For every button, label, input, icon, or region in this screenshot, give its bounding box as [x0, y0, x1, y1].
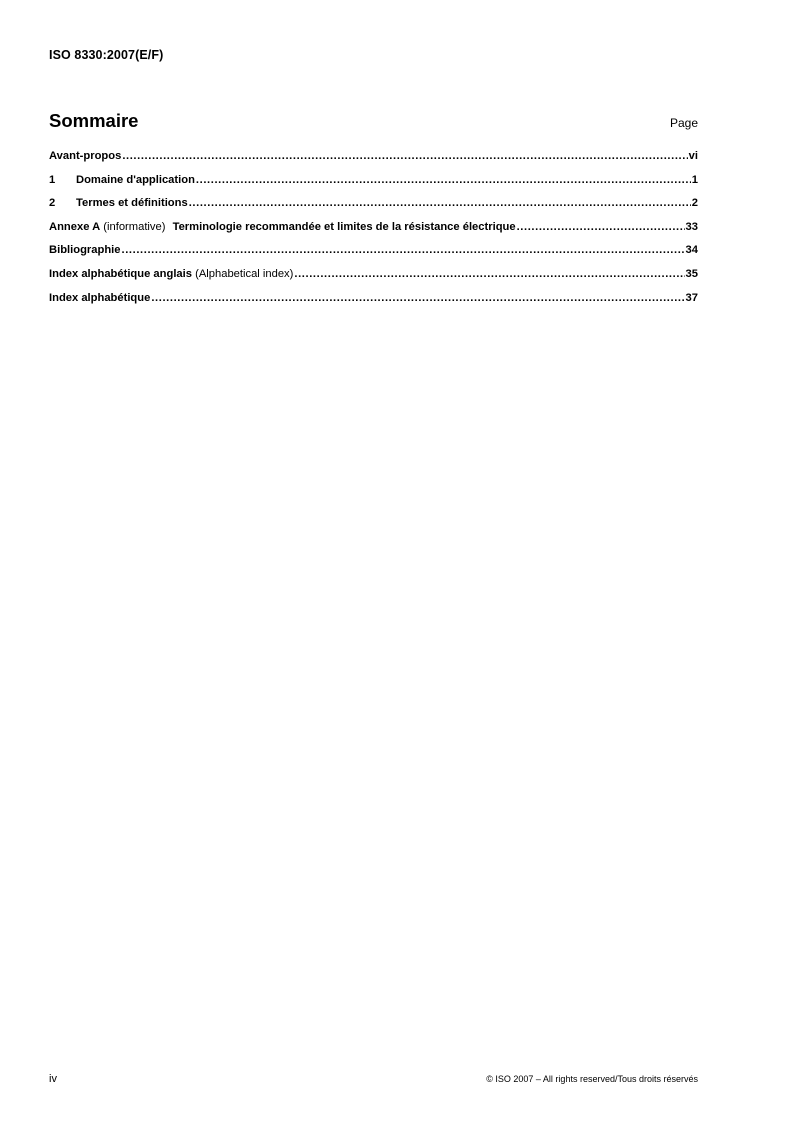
toc-title: Sommaire [49, 110, 139, 131]
toc-entry-page: 1 [691, 173, 698, 186]
toc-entry-number: 1 [49, 173, 56, 186]
toc-entry-label: Index alphabétique anglais (Alphabetical index) [49, 267, 294, 280]
toc-entry-label: Domaine d'application [76, 173, 195, 186]
footer-page-number: iv [49, 1073, 57, 1085]
toc-entry-page: 37 [685, 291, 698, 304]
toc-entry-index-alphabetique[interactable] [49, 292, 698, 316]
toc-entry-label: Index alphabétique [49, 291, 151, 304]
toc-entry-label: Bibliographie [49, 244, 121, 257]
toc-entry-label: Annexe A (informative) Terminologie recommandée et limites de la résistance électrique [49, 220, 516, 233]
toc-leader-dots [294, 268, 684, 280]
toc-entry-domaine[interactable] [49, 174, 698, 198]
toc-leader-dots [121, 244, 684, 256]
document-id: ISO 8330:2007(E/F) [49, 48, 164, 62]
toc-leader-dots [122, 150, 687, 162]
toc-leader-dots [517, 221, 685, 233]
toc-entry-label: Avant-propos [49, 150, 122, 162]
toc-entry-page: vi [688, 150, 698, 162]
toc-entry-page: 33 [685, 220, 698, 233]
toc-entry-avant-propos[interactable] [49, 150, 698, 174]
toc-leader-dots [196, 174, 691, 186]
toc-header [49, 110, 698, 136]
toc-entry-index-anglais[interactable] [49, 268, 698, 292]
toc-entry-bibliographie[interactable] [49, 244, 698, 268]
toc-entry-page: 35 [685, 267, 698, 280]
toc-leader-dots [189, 197, 691, 209]
toc-page-column-label: Page [669, 116, 698, 130]
toc-leader-dots [151, 292, 684, 304]
toc-entry-page: 2 [691, 197, 698, 210]
toc-entry-number: 2 [49, 197, 56, 210]
toc-entry-annexe-a[interactable] [49, 221, 698, 245]
toc-entry-page: 34 [685, 244, 698, 257]
toc-entry-label: Termes et définitions [76, 197, 188, 210]
toc-list [49, 150, 698, 315]
toc-entry-termes[interactable] [49, 197, 698, 221]
footer-copyright: © ISO 2007 – All rights reserved/Tous droits réservés [486, 1074, 698, 1084]
